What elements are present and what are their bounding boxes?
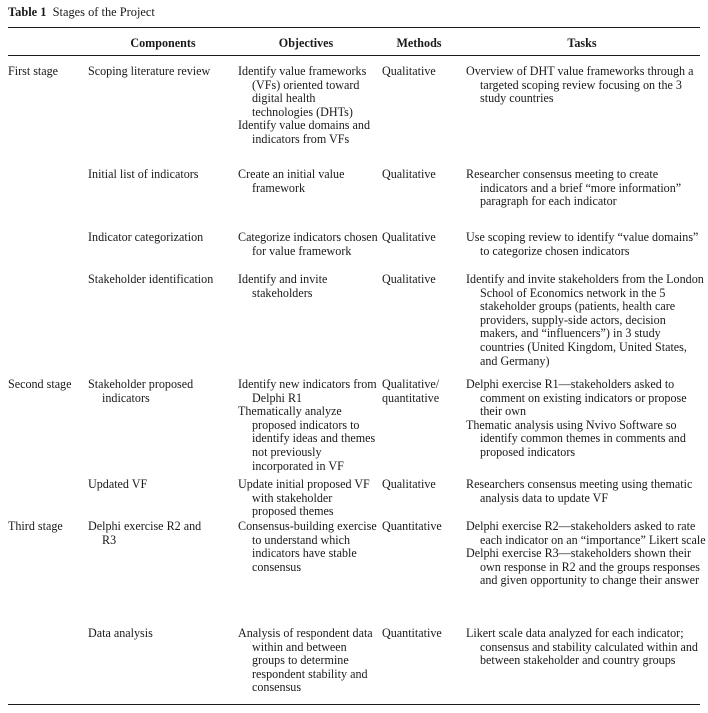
header-tasks: Tasks <box>567 36 597 50</box>
objective-item: Update initial proposed VF with stakeholder proposed themes <box>238 477 370 519</box>
methods-cell: Qualitative <box>382 230 436 244</box>
component-text: Delphi exercise R2 and R3 <box>88 519 202 547</box>
methods-cell: Quantitative <box>382 626 442 640</box>
header-components: Components <box>130 36 196 50</box>
objective-item: Analysis of respondent data within and between groups to determine respondent stability and consensus <box>238 626 373 695</box>
task-item: Delphi exercise R1—stakeholders asked to comment on existing indicators or propose their own <box>466 377 687 419</box>
component-cell <box>88 378 208 405</box>
objective-item: Identify value domains and indicators from VFs <box>238 118 370 146</box>
component-cell: Indicator categorization <box>88 230 204 244</box>
methods-cell: Quantitative <box>382 519 442 533</box>
stage-label: Second stage <box>8 377 72 391</box>
component-cell: Updated VF <box>88 477 148 491</box>
methods-cell: Qualitative <box>382 64 436 78</box>
component-text: Stakeholder proposed indicators <box>88 377 194 405</box>
tasks-cell <box>466 378 706 460</box>
component-cell: Scoping literature review <box>88 64 211 78</box>
objectives-cell <box>238 378 378 473</box>
stage-label: First stage <box>8 64 59 78</box>
methods-cell: Qualitative <box>382 167 436 181</box>
objectives-cell <box>238 627 378 695</box>
objectives-cell <box>238 273 378 300</box>
tasks-cell <box>466 627 706 668</box>
objective-item: Identify new indicators from Delphi R1 <box>238 377 377 405</box>
task-item: Overview of DHT value frameworks through a targeted scoping review focusing on the 3 study countries <box>466 64 694 106</box>
tasks-cell <box>466 478 706 505</box>
methods-cell: Qualitative <box>382 477 436 491</box>
tasks-cell <box>466 65 706 106</box>
task-item: Likert scale data analyzed for each indicator; consensus and stability calculated within and between stakeholder and country groups <box>466 626 698 668</box>
caption-label: Table 1 <box>8 5 47 19</box>
objective-item: Consensus-building exercise to understand which indicators have stable consensus <box>238 519 377 574</box>
methods-cell: Qualitative <box>382 272 436 286</box>
caption-title: Stages of the Project <box>52 5 155 19</box>
header-methods: Methods <box>396 36 442 50</box>
objectives-cell <box>238 168 378 195</box>
header-objectives: Objectives <box>278 36 334 50</box>
table-caption <box>8 6 155 20</box>
objective-item: Categorize indicators chosen for value framework <box>238 230 378 258</box>
task-item: Researcher consensus meeting to create indicators and a brief “more information” paragraph for each indicator <box>466 167 682 209</box>
objectives-cell <box>238 65 378 147</box>
tasks-cell <box>466 520 706 588</box>
objective-item: Thematically analyze proposed indicators to identify ideas and themes not previously incorporated in VF <box>238 404 376 473</box>
component-cell: Data analysis <box>88 626 153 640</box>
task-item: Use scoping review to identify “value domains” to categorize chosen indicators <box>466 230 699 258</box>
task-item: Delphi exercise R2—stakeholders asked to rate each indicator on an “importance” Likert scale <box>466 519 706 547</box>
component-cell: Initial list of indicators <box>88 167 199 181</box>
objective-item: Identify value frameworks (VFs) oriented toward digital health technologies (DHTs) <box>238 64 367 119</box>
tasks-cell <box>466 168 706 209</box>
top-rule <box>8 27 700 28</box>
objectives-cell <box>238 478 378 519</box>
tasks-cell <box>466 231 706 258</box>
header-rule <box>8 55 700 56</box>
tasks-cell <box>466 273 706 368</box>
task-item: Delphi exercise R3—stakeholders shown their own response in R2 and the groups responses and given opportunity to change their answer <box>466 546 701 588</box>
objective-item: Identify and invite stakeholders <box>238 272 328 300</box>
methods-cell: Qualitative/ quantitative <box>382 377 440 405</box>
bottom-rule <box>8 704 700 705</box>
task-item: Identify and invite stakeholders from the London School of Economics network in the 5 stakeholder groups (patients, health care providers, supply-side actors, decision makers, and “influencers”) in 3 study countries (United Kingdom, United States, and Germany) <box>466 272 704 368</box>
task-item: Researchers consensus meeting using thematic analysis data to update VF <box>466 477 693 505</box>
task-item: Thematic analysis using Nvivo Software so identify common themes in comments and proposed indicators <box>466 417 686 459</box>
objective-item: Create an initial value framework <box>238 167 345 195</box>
component-cell: Stakeholder identification <box>88 272 214 286</box>
objectives-cell <box>238 520 378 574</box>
stage-label: Third stage <box>8 519 63 533</box>
objectives-cell <box>238 231 378 258</box>
component-cell <box>88 520 208 547</box>
